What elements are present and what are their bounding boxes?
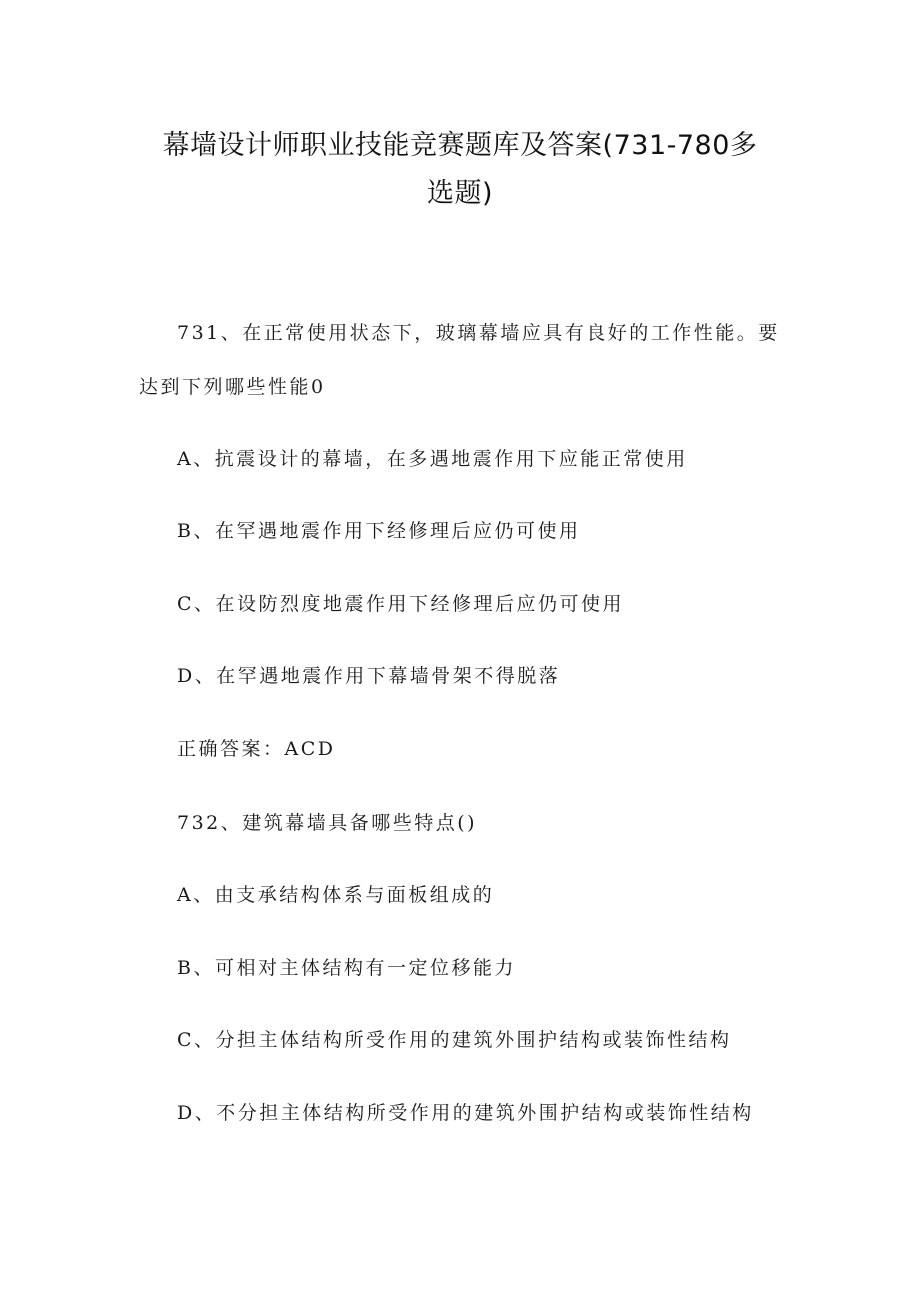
option-d: D、在罕遇地震作用下幕墙骨架不得脱落 bbox=[177, 665, 561, 687]
document-title: 幕墙设计师职业技能竞赛题库及答案(731-780多选题) bbox=[162, 130, 758, 209]
question-stem: 731、在正常使用状态下，玻璃幕墙应具有良好的工作性能。要 bbox=[177, 322, 780, 344]
option-a: A、抗震设计的幕墙，在多遇地震作用下应能正常使用 bbox=[177, 448, 688, 470]
question-stem: 732、建筑幕墙具备哪些特点() bbox=[177, 812, 478, 834]
question-stem-continued: 达到下列哪些性能0 bbox=[139, 376, 326, 398]
option-a: A、由支承结构体系与面板组成的 bbox=[177, 884, 495, 906]
option-c: C、在设防烈度地震作用下经修理后应仍可使用 bbox=[177, 593, 625, 615]
option-c: C、分担主体结构所受作用的建筑外围护结构或装饰性结构 bbox=[177, 1029, 732, 1051]
correct-answer: 正确答案：ACD bbox=[177, 738, 336, 760]
option-b: B、可相对主体结构有一定位移能力 bbox=[177, 957, 516, 979]
option-b: B、在罕遇地震作用下经修理后应仍可使用 bbox=[177, 520, 581, 542]
option-d: D、不分担主体结构所受作用的建筑外围护结构或装饰性结构 bbox=[177, 1102, 754, 1124]
